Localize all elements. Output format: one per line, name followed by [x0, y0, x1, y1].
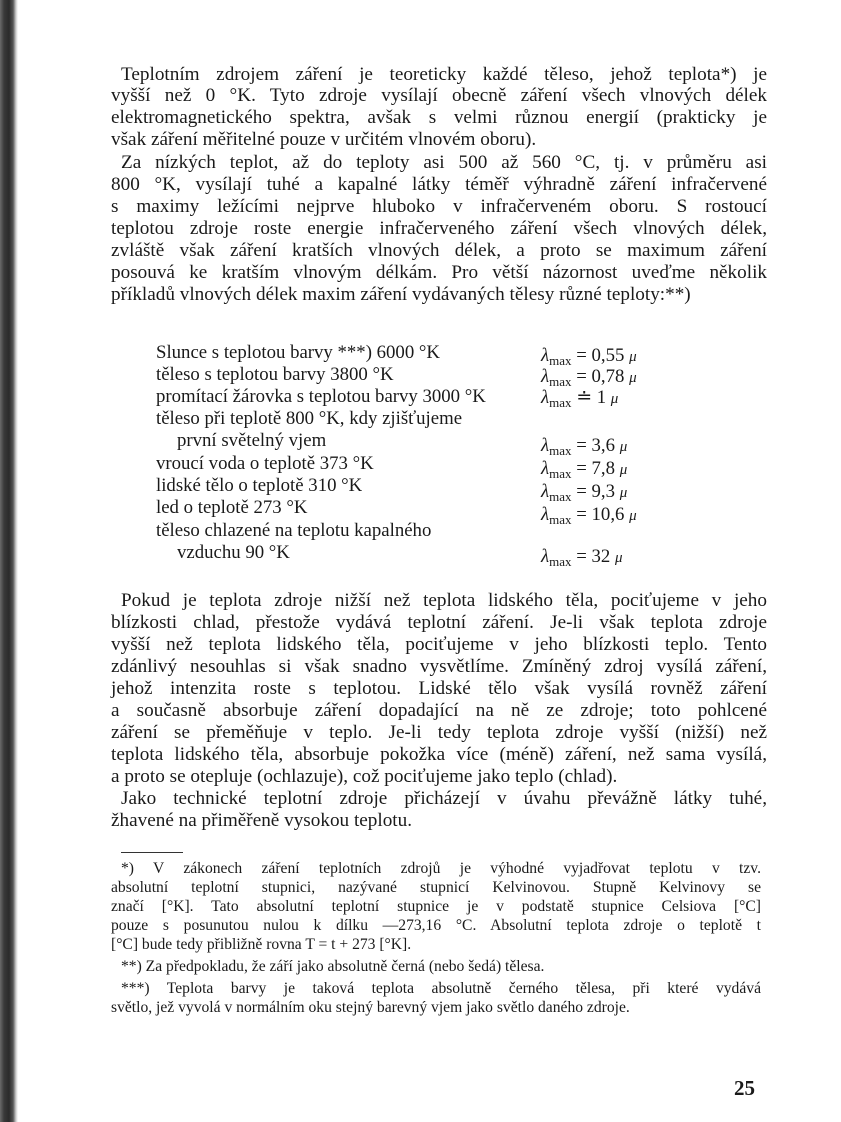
text-line: zvláště však záření kratších vlnových délek, a proto se maximum záření [111, 240, 767, 261]
table-row-label: led o teplotě 273 °K [156, 497, 308, 518]
table-row-value: $\lambda_{max} = 0,78$ μ [541, 366, 637, 389]
text-line: Jako technické teplotní zdroje přicházejí v úvahu převážně látky tuhé, [121, 788, 767, 809]
footnote-line: pouze s posunutou nulou k dílku —273,16 °C. Absolutní teplota zdroje o teplotě t [111, 917, 761, 934]
page-number: 25 [734, 1076, 755, 1100]
footnote-line: *) V zákonech záření teplotních zdrojů je výhodné vyjadřovat teplotu v tzv. [121, 860, 761, 877]
table-row-label: Slunce s teplotou barvy ***) 6000 °K [156, 342, 440, 363]
text-line: Pokud je teplota zdroje nižší než teplota lidského těla, pociťujeme v jeho [121, 590, 767, 611]
text-line: posouvá ke kratším vlnovým délkám. Pro větší názornost uveďme několik [111, 262, 767, 283]
book-binding-edge [0, 0, 18, 1122]
footnote-line: světlo, jež vyvolá v normálním oku stejný barevný vjem jako světlo daného zdroje. [111, 999, 630, 1016]
text-line: záření se přeměňuje v teplo. Je-li tedy teplota zdroje vyšší (nižší) než [111, 722, 767, 743]
table-row-value: $\lambda_{max} = 32$ μ [541, 546, 623, 569]
table-row-value: $\lambda_{max}$ ≐ 1 μ [541, 387, 619, 410]
text-line: blízkosti chlad, přestože vydává teplotní záření. Je-li však teplota zdroje [111, 612, 767, 633]
table-row-value: $\lambda_{max} = 7,8$ μ [541, 458, 628, 481]
table-row-label: promítací žárovka s teplotou barvy 3000 °K [156, 386, 486, 407]
text-line: s maximy ležícími nejprve hluboko v infračerveném oboru. S rostoucí [111, 196, 767, 217]
footnote-separator [121, 852, 183, 853]
table-row-label: těleso při teplotě 800 °K, kdy zjišťujeme [156, 408, 463, 429]
table-row-label: vroucí voda o teplotě 373 °K [156, 453, 374, 474]
table-row-label: lidské tělo o teplotě 310 °K [156, 475, 363, 496]
footnote-line: značí [°K]. Tato absolutní teplotní stupnice je v podstatě stupnice Celsiova [°C] [111, 898, 761, 915]
text-line: žhavené na přiměřeně vysokou teplotu. [111, 810, 413, 831]
table-row-value: $\lambda_{max} = 9,3$ μ [541, 481, 628, 504]
text-line: teplota lidského těla, absorbuje pokožka více (méně) záření, než sama vysílá, [111, 744, 767, 765]
text-line: jehož intenzita roste s teplotou. Lidské tělo však vysílá rovněž záření [111, 678, 767, 699]
footnote-line: absolutní teplotní stupnici, nazývané stupnicí Kelvinovou. Stupně Kelvinovy se [111, 879, 761, 896]
text-line: a proto se otepluje (ochlazuje), což pociťujeme jako teplo (chlad). [111, 766, 618, 787]
text-line: příkladů vlnových délek maxim záření vydávaných tělesy různé teploty:**) [111, 284, 691, 305]
table-row-label-cont: vzduchu 90 °K [177, 542, 290, 563]
text-line: vyšší než teplota lidského těla, pociťujeme v jeho blízkosti teplo. Tento [111, 634, 767, 655]
text-line: a současně absorbuje záření dopadající na ně ze zdroje; toto pohlcené [111, 700, 767, 721]
footnote-line: ***) Teplota barvy je taková teplota absolutně černého tělesa, při které vydává [121, 980, 761, 997]
table-row-label: těleso s teplotou barvy 3800 °K [156, 364, 394, 385]
text-line: teplotou zdroje roste energie infračerveného záření všech vlnových délek, [111, 218, 767, 239]
table-row-value: $\lambda_{max} = 0,55$ μ [541, 345, 637, 368]
text-line: však záření měřitelné pouze v určitém vlnovém oboru). [111, 129, 537, 150]
table-row-label: těleso chlazené na teplotu kapalného [156, 520, 432, 541]
footnote-2: **) Za předpokladu, že září jako absolutně černá (nebo šedá) tělesa. [121, 958, 545, 975]
text-line: zdánlivý nesouhlas si však snadno vysvětlíme. Zmíněný zdroj vysílá záření, [111, 656, 767, 677]
text-line: Za nízkých teplot, až do teploty asi 500 až 560 °C, tj. v průměru asi [121, 152, 767, 173]
table-row-value: $\lambda_{max} = 3,6$ μ [541, 435, 628, 458]
footnote-line: [°C] bude tedy přibližně rovna T = t + 273 [°K]. [111, 936, 412, 953]
table-row-value: $\lambda_{max} = 10,6$ μ [541, 504, 637, 527]
text-line: elektromagnetického spektra, avšak s velmi různou energií (prakticky je [111, 107, 767, 128]
table-row-label-cont: první světelný vjem [177, 430, 327, 451]
text-line: vyšší než 0 °K. Tyto zdroje vysílají obecně záření všech vlnových délek [111, 85, 767, 106]
text-line: Teplotním zdrojem záření je teoreticky každé těleso, jehož teplota*) je [121, 64, 767, 85]
text-line: 800 °K, vysílají tuhé a kapalné látky téměř výhradně záření infračervené [111, 174, 767, 195]
